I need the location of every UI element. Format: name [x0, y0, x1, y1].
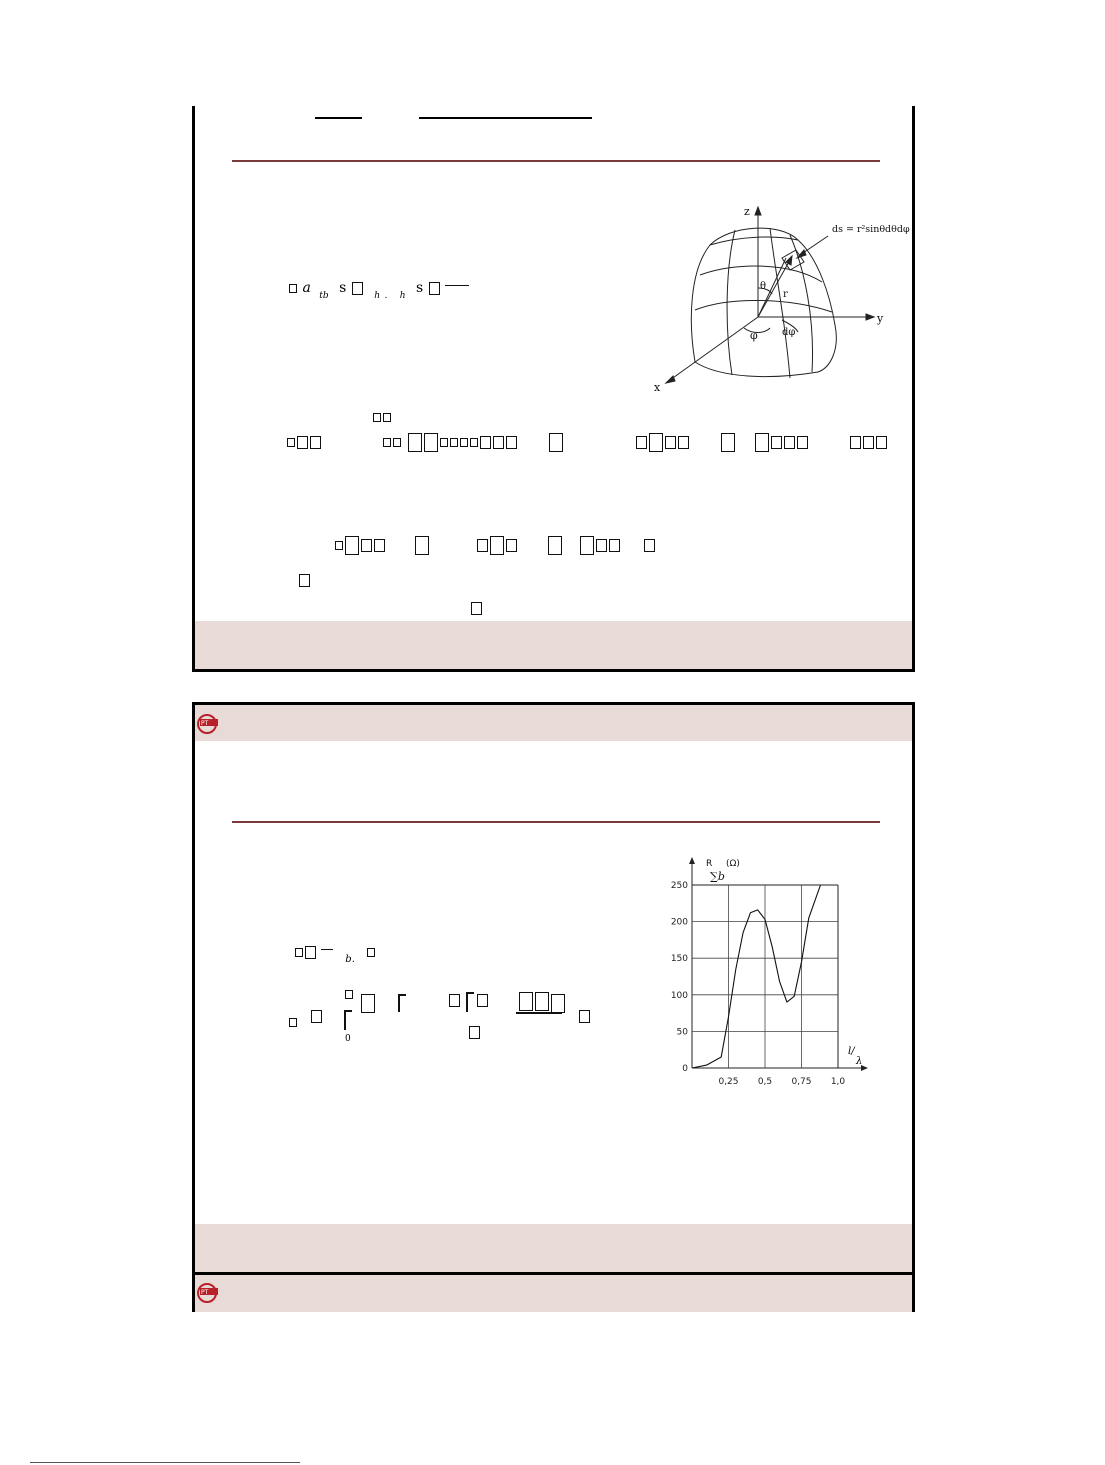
eq-glyph: [549, 433, 563, 452]
eq-glyph: [548, 536, 562, 555]
theta-label: θ: [760, 281, 767, 292]
eq-glyph: [373, 413, 381, 422]
eq-glyph: [551, 994, 565, 1013]
equation-1: [288, 280, 469, 300]
eq-glyph: [449, 994, 460, 1007]
eq-glyph: [480, 436, 491, 449]
eq-glyph: [470, 438, 478, 447]
equation-2-superscript: [372, 407, 392, 426]
eq-glyph: [784, 436, 795, 449]
eq-glyph: [665, 436, 676, 449]
eq-glyph: [535, 992, 549, 1011]
eq-glyph: [636, 436, 647, 449]
eq-a: a: [302, 280, 311, 296]
eq-glyph: [361, 994, 375, 1013]
equation-3-lower-mid: [470, 598, 483, 617]
eq-glyph: [493, 436, 504, 449]
eq-glyph: [424, 433, 438, 452]
eq-glyph: [580, 536, 594, 555]
eq-glyph: [596, 539, 607, 552]
eq-dot: .: [384, 291, 388, 301]
eq-glyph: [771, 436, 782, 449]
axis-z-label: z: [744, 205, 750, 218]
slide-1-left-border: [192, 106, 195, 672]
slide-1-title-rule: [232, 160, 880, 162]
x-label-numerator: l/: [848, 1046, 855, 1057]
eq-glyph: [471, 602, 482, 615]
eq-glyph: [289, 284, 297, 293]
slide-2-right-border: [912, 702, 915, 1312]
ptit-logo-icon: [196, 1280, 220, 1304]
svg-text:PT: PT: [201, 720, 209, 727]
title-underline-long: [419, 117, 592, 119]
eq-glyph: [295, 948, 303, 957]
eq-glyph: [850, 436, 861, 449]
slide-2-left-border: [192, 702, 195, 1312]
eq-glyph: [450, 438, 458, 447]
eq-b: b: [345, 954, 352, 965]
eq-glyph: [477, 994, 488, 1007]
eq-glyph: [383, 413, 391, 422]
eq-glyph: [519, 992, 533, 1011]
eq-glyph: [678, 436, 689, 449]
y-tick-label: 250: [670, 881, 688, 891]
eq-glyph: [310, 436, 321, 449]
eq-glyph: [289, 1018, 297, 1027]
eq-glyph: [383, 438, 391, 447]
y-tick-label: 100: [670, 990, 688, 1001]
phi-label: φ: [750, 329, 758, 342]
x-tick-label: 1,0: [830, 1077, 846, 1087]
equation-3-lower-left: [298, 570, 311, 589]
eq-glyph: [335, 541, 343, 550]
eq-glyph: [490, 536, 504, 555]
eq-glyph: [506, 436, 517, 449]
ds-formula-label: ds = r²sinθdθdφ: [832, 224, 910, 235]
eq-glyph: [297, 436, 308, 449]
axis-y-label: y: [877, 312, 884, 325]
eq-glyph: [460, 438, 468, 447]
eq-glyph: [352, 282, 363, 295]
slide-3-header-band: [195, 1275, 912, 1312]
eq-glyph: [755, 433, 769, 452]
eq-fraction-bar: [445, 285, 469, 286]
eq-glyph: [345, 990, 353, 999]
y-tick-label: 150: [670, 954, 688, 965]
eq-glyph: [797, 436, 808, 449]
eq-tb: tb: [319, 291, 329, 301]
eq-s1: s: [339, 280, 347, 296]
chart-ylabel: R: [706, 859, 713, 869]
eq-glyph: [361, 539, 372, 552]
axis-x-label: x: [654, 381, 661, 394]
eq-zero: 0: [345, 1034, 351, 1044]
integral-bracket: [466, 992, 474, 1012]
eq-glyph: [863, 436, 874, 449]
ptit-logo-icon: [196, 711, 220, 735]
eq-h1: h: [374, 291, 380, 301]
eq-glyph: [408, 433, 422, 452]
eq-glyph: [721, 433, 735, 452]
eq-glyph: [609, 539, 620, 552]
slide-2-title-rule: [232, 821, 880, 823]
svg-text:PT: PT: [201, 1289, 209, 1296]
chart-ysub: ∑b: [710, 870, 725, 883]
eq-glyph: [644, 539, 655, 552]
eq-s2: s: [416, 280, 424, 296]
eq-glyph: [305, 946, 316, 959]
eq-glyph: [506, 539, 517, 552]
chart-yunit: (Ω): [726, 859, 740, 869]
page-footer-rule: [30, 1462, 300, 1463]
y-tick-label: 0: [682, 1064, 688, 1074]
chart-svg: [660, 855, 890, 1090]
eq-dot: .: [351, 954, 355, 965]
eq-glyph: [440, 438, 448, 447]
x-tick-label: 0,75: [791, 1077, 812, 1087]
equation-5: [288, 988, 608, 1048]
eq-fraction-bar: [321, 949, 333, 950]
eq-glyph: [579, 1010, 590, 1023]
equation-4: [294, 945, 376, 967]
integral-bracket: [398, 994, 406, 1012]
eq-glyph: [876, 436, 887, 449]
equation-3: [334, 535, 656, 557]
eq-glyph: [415, 536, 429, 555]
eq-glyph: [311, 1010, 322, 1023]
title-underline-short: [315, 117, 362, 119]
x-label-denominator: λ: [856, 1056, 863, 1067]
slide-1-bottom-border: [192, 669, 915, 672]
slide-2-header-band: [195, 705, 912, 741]
eq-glyph: [649, 433, 663, 452]
y-axis-arrow: [689, 857, 695, 864]
r-label: r: [783, 289, 788, 300]
y-tick-label: 200: [670, 917, 688, 928]
x-tick-label: 0,25: [718, 1077, 739, 1087]
eq-h2: h: [399, 291, 406, 301]
y-tick-label: 50: [676, 1027, 688, 1038]
eq-glyph: [429, 282, 440, 295]
eq-glyph: [469, 1026, 480, 1039]
slide-1-footer-band: [195, 621, 912, 669]
eq-glyph: [393, 438, 401, 447]
eq-glyph: [287, 438, 295, 447]
resistance-chart: [660, 855, 890, 1090]
eq-glyph: [345, 536, 359, 555]
eq-glyph: [299, 574, 310, 587]
dphi-label: dφ: [782, 327, 796, 338]
eq-glyph: [374, 539, 385, 552]
x-tick-label: 0,5: [757, 1077, 773, 1087]
equation-2: [286, 432, 888, 454]
eq-glyph: [367, 948, 375, 957]
slide-2-footer-band: [195, 1224, 912, 1272]
integral-bracket: [344, 1010, 352, 1030]
eq-glyph: [477, 539, 488, 552]
